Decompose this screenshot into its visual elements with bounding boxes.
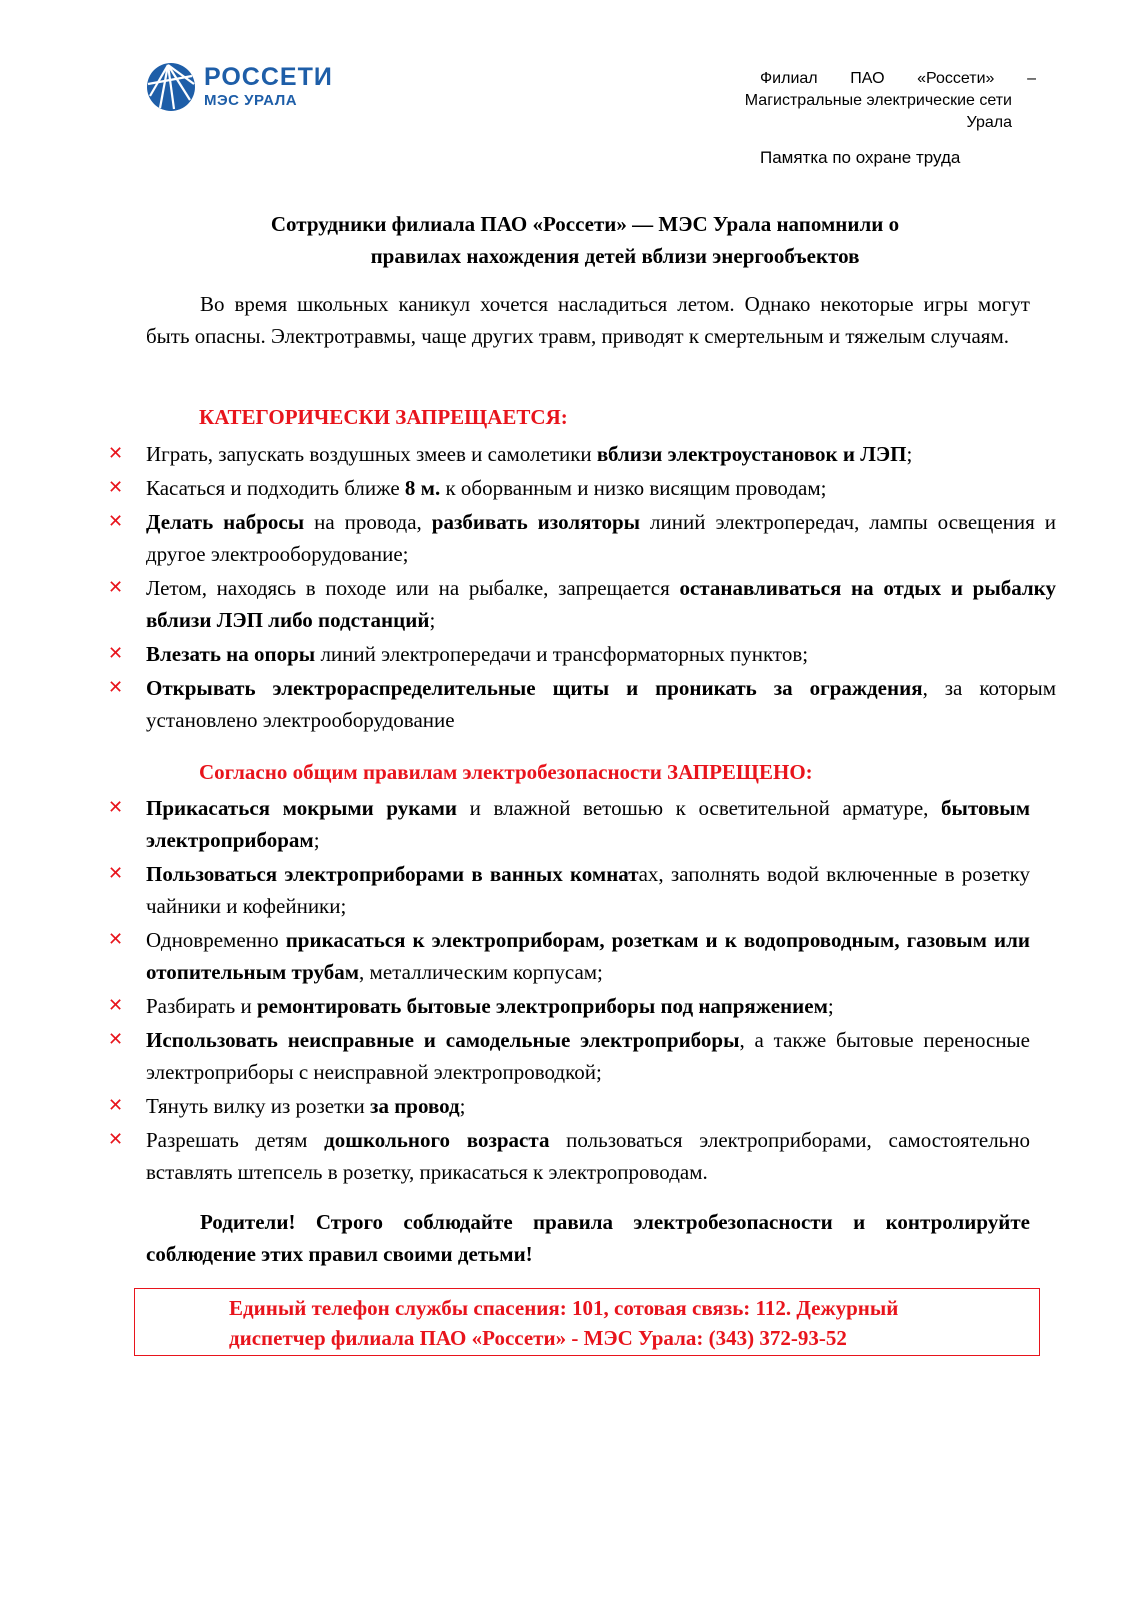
- cross-icon: ✕: [108, 1029, 124, 1050]
- list-item: [108, 638, 1056, 670]
- item-text: линий электропередач, лампы освещения и другое электрооборудование;: [146, 510, 1056, 566]
- emphasis-text: Делать набросы: [146, 510, 305, 534]
- cross-icon: ✕: [108, 643, 124, 664]
- list-item: [108, 792, 1030, 856]
- section-heading-safety-rules: Согласно общим правилам электробезопасности ЗАПРЕЩЕНО:: [199, 760, 813, 784]
- emphasis-text: Прикасаться мокрыми руками: [146, 796, 457, 820]
- list-item: [108, 506, 1056, 570]
- list-item: [108, 858, 1030, 922]
- logo-name: РОССЕТИ: [204, 63, 333, 91]
- logo-subtitle: МЭС УРАЛА: [204, 92, 298, 109]
- org-name: Магистральные электрические сети Урала: [744, 92, 1012, 131]
- list-item: [108, 672, 1056, 736]
- item-text: ;: [906, 442, 913, 466]
- item-text: , за которым установлено электрооборудование: [146, 676, 1056, 732]
- item-text: линий электропередачи и трансформаторных пунктов;: [315, 642, 809, 666]
- memo-label: Памятка по охране труда: [760, 148, 961, 167]
- cross-icon: ✕: [108, 511, 124, 532]
- emphasis-text: прикасаться к электроприборам, розеткам и к водопроводным, газовым или отопительным трубам: [146, 928, 1030, 984]
- emphasis-text: Влезать на опоры: [146, 642, 316, 666]
- item-text: и влажной ветошью к осветительной арматуре,: [457, 796, 942, 820]
- item-text: , металлическим корпусам;: [359, 960, 603, 984]
- emergency-phone-box: [134, 1288, 1040, 1356]
- closing-paragraph: Родители! Строго соблюдайте правила электробезопасности и контролируйте соблюдение этих правил своими детьми!: [146, 1210, 1030, 1266]
- org-word: –: [1027, 70, 1036, 87]
- org-word: ПАО: [850, 70, 885, 87]
- list-item: [108, 990, 1030, 1022]
- item-text: Разбирать и: [146, 994, 257, 1018]
- emphasis-text: Открывать электрораспределительные щиты и проникать за ограждения: [146, 676, 923, 700]
- org-word: Филиал: [760, 70, 818, 87]
- item-text: Одновременно: [146, 928, 286, 952]
- title-line: правилах нахождения детей вблизи энергообъектов: [370, 244, 860, 268]
- cross-icon: ✕: [108, 1129, 124, 1150]
- org-word: «Россети»: [917, 70, 995, 87]
- list-item: [108, 924, 1030, 988]
- emphasis-text: дошкольного возраста: [324, 1128, 550, 1152]
- organization-header: [700, 68, 1036, 134]
- item-text: ах, заполнять водой включенные в розетку чайники и кофейники;: [146, 862, 1030, 918]
- item-text: Летом, находясь в походе или на рыбалке, запрещается: [146, 576, 680, 600]
- item-text: ;: [429, 608, 436, 632]
- cross-icon: ✕: [108, 677, 124, 698]
- emphasis-text: ремонтировать бытовые электроприборы под напряжением: [257, 994, 828, 1018]
- item-text: ;: [459, 1094, 466, 1118]
- item-text: Тянуть вилку из розетки: [146, 1094, 370, 1118]
- section-heading-prohibited: КАТЕГОРИЧЕСКИ ЗАПРЕЩАЕТСЯ:: [199, 405, 568, 429]
- list-item: [108, 1090, 1030, 1122]
- cross-icon: ✕: [108, 443, 124, 464]
- cross-icon: ✕: [108, 797, 124, 818]
- cross-icon: ✕: [108, 1095, 124, 1116]
- intro-paragraph: Во время школьных каникул хочется насладиться летом. Однако некоторые игры могут быть опасны. Электротравмы, чаще других травм, приводят к смертельным и тяжелым случаям.: [146, 292, 1030, 348]
- prohibited-list: [108, 438, 1056, 738]
- cross-icon: ✕: [108, 863, 124, 884]
- rosseti-emblem-icon: [146, 62, 196, 112]
- list-item: [108, 1124, 1030, 1188]
- item-text: Касаться и подходить ближе: [146, 476, 405, 500]
- emphasis-text: Пользоваться электроприборами в ванных комнат: [146, 862, 639, 886]
- item-text: Разрешать детям: [146, 1128, 325, 1152]
- emphasis-text: за провод: [370, 1094, 460, 1118]
- item-text: Играть, запускать воздушных змеев и самолетики: [146, 442, 597, 466]
- list-item: [108, 572, 1056, 636]
- item-text: , а также бытовые переносные электроприборы с неисправной электропроводкой;: [146, 1028, 1030, 1084]
- cross-icon: ✕: [108, 477, 124, 498]
- list-item: [108, 1024, 1030, 1088]
- cross-icon: ✕: [108, 995, 124, 1016]
- item-text: пользоваться электроприборами, самостоятельно вставлять штепсель в розетку, прикасаться к электропроводам.: [146, 1128, 1030, 1184]
- document-title: [200, 208, 1030, 272]
- emphasis-text: бытовым электроприборам: [146, 796, 1030, 852]
- cross-icon: ✕: [108, 577, 124, 598]
- emphasis-text: 8 м.: [404, 476, 441, 500]
- emphasis-text: разбивать изоляторы: [431, 510, 641, 534]
- emergency-phone-line: Единый телефон службы спасения: 101, сотовая связь: 112. Дежурный: [229, 1296, 899, 1320]
- list-item: [108, 472, 1056, 504]
- emphasis-text: Использовать неисправные и самодельные электроприборы: [146, 1028, 740, 1052]
- item-text: ;: [827, 994, 834, 1018]
- list-item: [108, 438, 1056, 470]
- cross-icon: ✕: [108, 929, 124, 950]
- item-text: ;: [313, 828, 320, 852]
- safety-rules-list: [108, 792, 1030, 1190]
- emergency-phone-line: диспетчер филиала ПАО «Россети» - МЭС Урала: (343) 372-93-52: [229, 1326, 847, 1350]
- item-text: к оборванным и низко висящим проводам;: [440, 476, 827, 500]
- company-logo: [146, 62, 333, 112]
- emphasis-text: останавливаться на отдых и рыбалку вблизи ЛЭП либо подстанций: [146, 576, 1056, 632]
- item-text: на провода,: [304, 510, 432, 534]
- title-line: Сотрудники филиала ПАО «Россети» — МЭС Урала напомнили о: [270, 212, 900, 236]
- emphasis-text: вблизи электроустановок и ЛЭП: [596, 442, 907, 466]
